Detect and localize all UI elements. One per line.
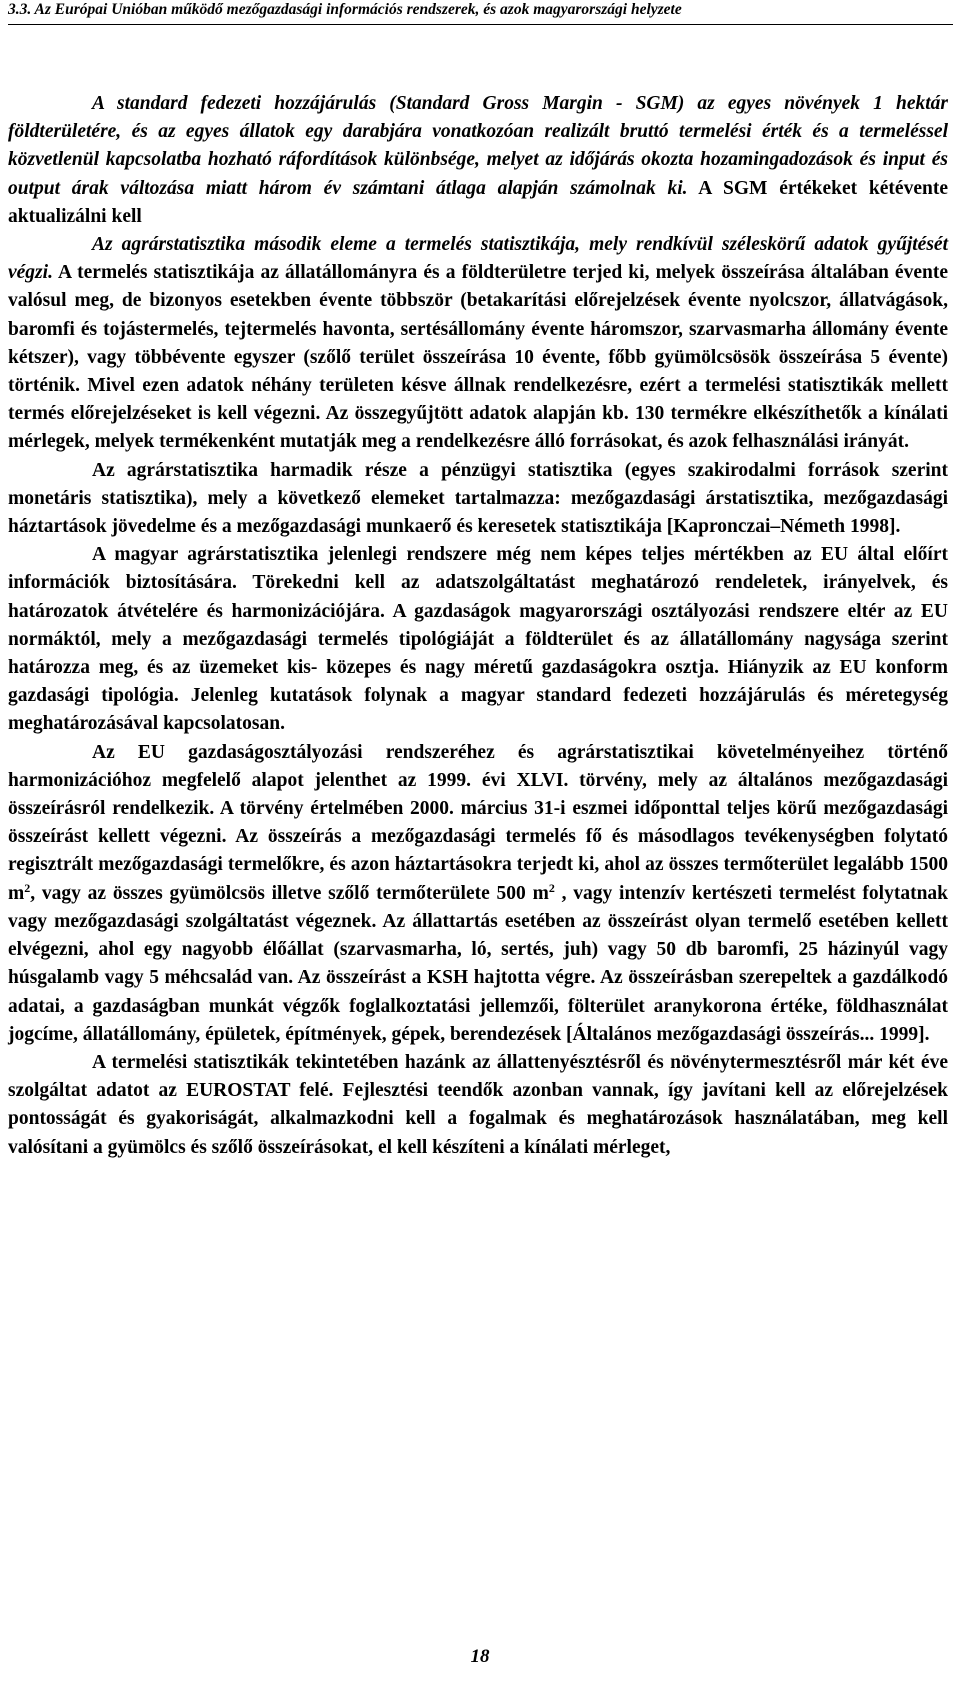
paragraph-agricultural-census — [8, 739, 948, 1049]
page-number: 18 — [470, 1646, 490, 1667]
square-meter-superscript: 2 — [548, 880, 555, 895]
paragraph-production-statistics — [8, 231, 948, 457]
census-text-b: , vagy az összes gyümölcsös illetve szőlő termőterülete 500 m — [30, 882, 549, 904]
production-statistics-lead: Az agrárstatisztika második eleme a termelés statisztikája, mely rendkívül széleskörű adatok gyűjtését végzi. — [8, 234, 948, 284]
document-body — [8, 90, 948, 1162]
paragraph-eurostat: A termelési statisztikák tekintetében hazánk az állattenyésztésről és növénytermesztésről már két éve szolgáltat adatot az EUROSTAT felé. Fejlesztési teendők azonban vannak, így javítani kell az előrejelzések pontosságát és gyakoriságát, alkalmazkodni kell a fogalmak és meghatározások használatában, meg kell valósítani a gyümölcs és szőlő összeírásokat, el kell készíteni a kínálati mérleget, — [8, 1051, 948, 1158]
paragraph-sgm-definition — [8, 90, 948, 231]
paragraph-financial-statistics: Az agrárstatisztika harmadik része a pénzügyi statisztika (egyes szakirodalmi források szerint monetáris statisztika), mely a következő elemeket tartalmazza: mezőgazdasági árstatisztika, mezőgazdasági háztartások jövedelme és a mezőgazdasági munkaerő és keresetek statisztikája [Kapronczai–Németh 1998]. — [8, 459, 948, 538]
production-statistics-text: A termelés statisztikája az állatállományra és a földterületre terjed ki, melyek összeírása általában évente valósul meg, de bizonyos esetekben évente többször (betakarítási előrejelzések évente nyolcszor, állatvágások, baromfi és tojástermelés, tejtermelés havonta, sertésállomány évente háromszor, szarvasmarha állomány évente kétszer), vagy többévente egyszer (szőlő terület összeírása 10 évente, főbb gyümölcsösök összeírása 5 évente) történik. Mivel ezen adatok néhány területen késve állnak rendelkezésre, ezért a termelési statisztikák mellett termés előrejelzéseket is kell végezni. Az összegyűjtött adatok alapján kb. 130 termékre elkészíthetők a kínálati mérlegek, melyek termékenként mutatják meg a rendelkezésre álló forrásokat, és azok felhasználási irányát. — [8, 262, 948, 453]
sgm-update-text: A SGM értékeket kétévente aktualizálni kell — [8, 177, 948, 227]
paragraph-hungarian-system: A magyar agrárstatisztika jelenlegi rendszere még nem képes teljes mértékben az EU által előírt információk biztosítására. Törekedni kell az adatszolgáltatást meghatározó rendeletek, irányelvek, és határozatok átvételére és harmonizációjára. A gazdaságok magyarországi osztályozási rendszere eltér az EU normáktól, mely a mezőgazdasági termelés tipológiáját a földterület és az állatállomány nagysága szerint határozza meg, és az üzemeket kis- közepes és nagy méretű gazdaságokra osztja. Hiányzik az EU konform gazdasági tipológia. Jelenleg kutatások folynak a magyar standard fedezeti hozzájárulás és méretegység meghatározásával kapcsolatosan. — [8, 544, 948, 735]
sgm-definition-text: A standard fedezeti hozzájárulás (Standard Gross Margin - SGM) az egyes növények 1 hektár földterületére, és az egyes állatok egy darabjára vonatkozóan realizált bruttó termelési érték és a termeléssel közvetlenül kapcsolatba hozható ráfordítások különbsége, melyet az időjárás okozta hozamingadozások és input és output árak változása miatt három év számtani átlaga alapján számolnak ki. — [8, 93, 948, 199]
running-header: 3.3. Az Európai Unióban működő mezőgazdasági információs rendszerek, és azok magyarországi helyzete — [8, 0, 953, 25]
square-meter-superscript: 2 — [24, 880, 31, 895]
census-text-c: , vagy intenzív kertészeti termelést folytatnak vagy mezőgazdasági szolgáltatást végeznek. Az állattartás esetében az összeírást olyan termelő esetében kellett elvégezni, ahol egy nagyobb élőállat (szarvasmarha, ló, sertés, juh) vagy 50 db baromfi, 25 házinyúl vagy húsgalamb vagy 5 méhcsalád van. Az összeírást a KSH hajtotta végre. Az összeírásban szerepeltek a gazdálkodó adatai, a gazdaságban munkát végzők foglalkoztatási jellemzői, fölterület aranykorona értéke, földhasználat jogcíme, állatállomány, épületek, építmények, gépek, berendezések [Általános mezőgazdasági összeírás... 1999]. — [8, 882, 949, 1045]
census-text-a: Az EU gazdaságosztályozási rendszeréhez és agrárstatisztikai követelményeihez történő harmonizációhoz megfelelő alapot jelenthet az 1999. évi XLVI. törvény, mely az általános mezőgazdasági összeírásról rendelkezik. A törvény értelmében 2000. március 31-i eszmei időponttal teljes körű mezőgazdasági összeírást kellett végezni. Az összeírás a mezőgazdasági termelés fő és másodlagos tevékenységben folytató regisztrált mezőgazdasági termelőkre, és azon háztartásokra terjedt ki, ahol az összes termőterület legalább 1500 m — [8, 741, 948, 904]
